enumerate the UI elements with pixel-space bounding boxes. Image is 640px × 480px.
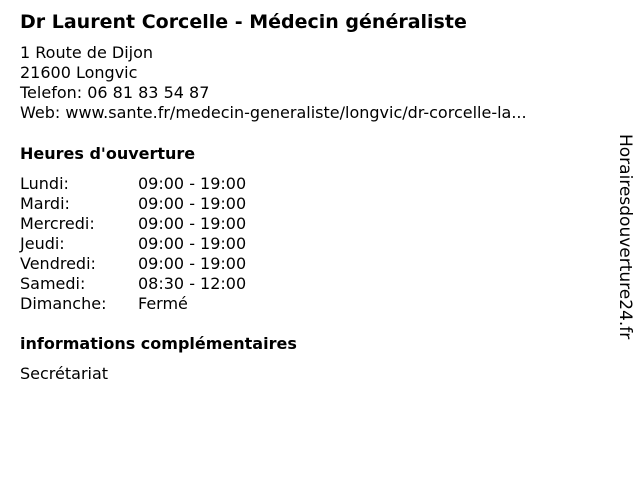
time-range: 09:00 - 19:00: [138, 234, 247, 253]
hours-row-monday: [20, 174, 246, 194]
street-address: 1 Route de Dijon: [20, 43, 154, 62]
day-label: Samedi:: [20, 274, 86, 293]
hours-row-tuesday: [20, 194, 246, 214]
hours-row-friday: [20, 254, 246, 274]
time-range: 09:00 - 19:00: [138, 174, 247, 193]
time-range: 08:30 - 12:00: [138, 274, 247, 293]
website-link[interactable]: Web: www.sante.fr/medecin-generaliste/longvic/dr-corcelle-la...: [20, 103, 527, 122]
hours-row-saturday: [20, 274, 246, 294]
additional-info-heading: informations complémentaires: [20, 334, 297, 353]
phone-number: Telefon: 06 81 83 54 87: [20, 83, 210, 102]
site-watermark: Horairesdouverture24.fr: [615, 134, 635, 340]
time-range: 09:00 - 19:00: [138, 214, 247, 233]
hours-row-sunday: [20, 294, 246, 314]
additional-info-text: Secrétariat: [20, 364, 109, 383]
time-range: 09:00 - 19:00: [138, 194, 247, 213]
day-label: Jeudi:: [20, 234, 65, 253]
hours-row-thursday: [20, 234, 246, 254]
city-postal: 21600 Longvic: [20, 63, 138, 82]
day-label: Dimanche:: [20, 294, 107, 313]
opening-hours-table: [20, 174, 246, 314]
hours-row-wednesday: [20, 214, 246, 234]
day-label: Mercredi:: [20, 214, 95, 233]
opening-hours-heading: Heures d'ouverture: [20, 144, 196, 163]
day-label: Vendredi:: [20, 254, 96, 273]
page-title: Dr Laurent Corcelle - Médecin généraliste: [20, 11, 467, 33]
time-range: 09:00 - 19:00: [138, 254, 247, 273]
time-range: Fermé: [138, 294, 188, 313]
contact-block: [20, 43, 527, 123]
day-label: Lundi:: [20, 174, 69, 193]
day-label: Mardi:: [20, 194, 70, 213]
